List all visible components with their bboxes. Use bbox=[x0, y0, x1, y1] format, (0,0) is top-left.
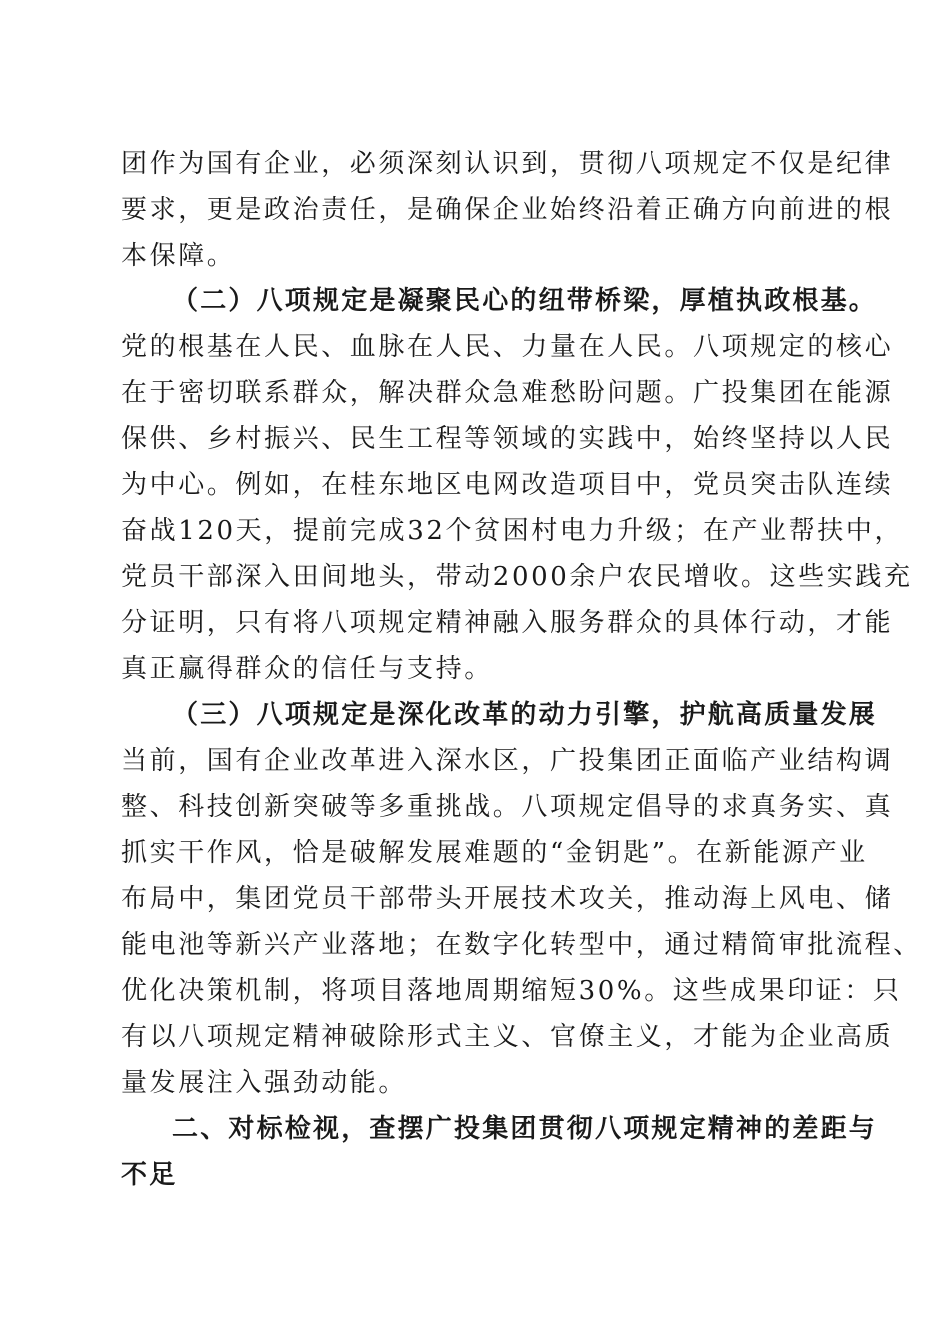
body-line: 布局中，集团党员干部带头开展技术攻关，推动海上风电、储 bbox=[121, 884, 894, 914]
section-heading: 二、对标检视，查摆广投集团贯彻八项规定精神的差距与 bbox=[172, 1114, 878, 1144]
body-line: 奋战120天，提前完成32个贫困村电力升级；在产业帮扶中， bbox=[121, 516, 904, 546]
body-line: 真正赢得群众的信任与支持。 bbox=[121, 654, 493, 684]
subheading-2: （二）八项规定是凝聚民心的纽带桥梁，厚植执政根基。 bbox=[172, 286, 878, 316]
body-line: 保供、乡村振兴、民生工程等领域的实践中，始终坚持以人民 bbox=[121, 424, 894, 454]
body-line: 团作为国有企业，必须深刻认识到，贯彻八项规定不仅是纪律 bbox=[121, 149, 894, 179]
body-line: 优化决策机制，将项目落地周期缩短30%。这些成果印证：只 bbox=[121, 976, 902, 1006]
body-line: 党员干部深入田间地头，带动2000余户农民增收。这些实践充 bbox=[121, 562, 913, 592]
body-line: 党的根基在人民、血脉在人民、力量在人民。八项规定的核心 bbox=[121, 332, 894, 362]
body-line: 量发展注入强劲动能。 bbox=[121, 1068, 408, 1098]
section-heading-continued: 不足 bbox=[121, 1160, 178, 1190]
body-line: 在于密切联系群众，解决群众急难愁盼问题。广投集团在能源 bbox=[121, 378, 894, 408]
subheading-3: （三）八项规定是深化改革的动力引擎，护航高质量发展 bbox=[172, 700, 878, 730]
body-line: 整、科技创新突破等多重挑战。八项规定倡导的求真务实、真 bbox=[121, 792, 894, 822]
body-line: 分证明，只有将八项规定精神融入服务群众的具体行动，才能 bbox=[121, 608, 894, 638]
body-line: 要求，更是政治责任，是确保企业始终沿着正确方向前进的根 bbox=[121, 195, 894, 225]
body-line: 本保障。 bbox=[121, 241, 236, 271]
body-line: 为中心。例如，在桂东地区电网改造项目中，党员突击队连续 bbox=[121, 470, 894, 500]
body-line: 能电池等新兴产业落地；在数字化转型中，通过精简审批流程、 bbox=[121, 930, 922, 960]
body-line: 抓实干作风，恰是破解发展难题的“金钥匙”。在新能源产业 bbox=[121, 838, 868, 868]
body-line: 有以八项规定精神破除形式主义、官僚主义，才能为企业高质 bbox=[121, 1022, 894, 1052]
body-line: 当前，国有企业改革进入深水区，广投集团正面临产业结构调 bbox=[121, 746, 894, 776]
